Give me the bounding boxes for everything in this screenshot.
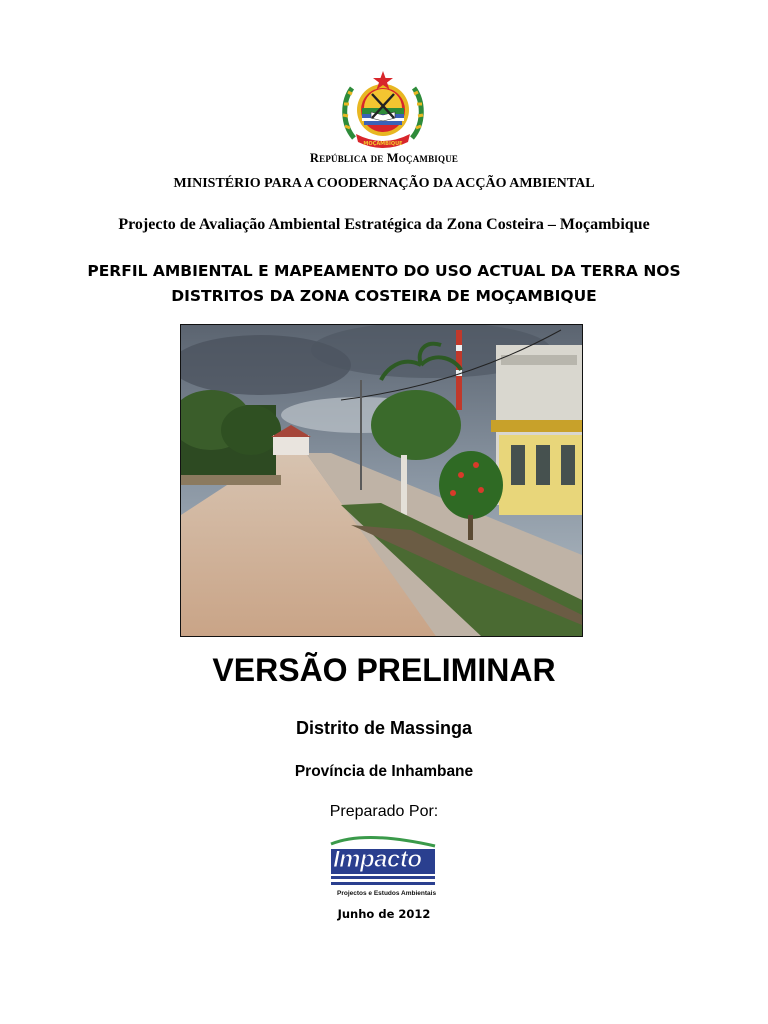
province-heading: Província de Inhambane (294, 763, 474, 780)
document-title-line-2: DISTRITOS DA ZONA COSTEIRA DE MOÇAMBIQUE (171, 287, 597, 305)
impacto-logo (325, 832, 439, 902)
project-heading: Projecto de Avaliação Ambiental Estratégica da Zona Costeira – Moçambique (118, 216, 650, 233)
impacto-logo-tagline: Projectos e Estudos Ambientais (337, 890, 437, 897)
document-title (0, 259, 768, 309)
publication-date: Junho de 2012 (337, 907, 431, 921)
prepared-by-label: Preparado Por: (329, 803, 439, 820)
ministry-heading: MINISTÉRIO PARA A COODERNAÇÃO DA ACÇÃO AMBIENTAL (173, 176, 595, 191)
document-title-line-1: PERFIL AMBIENTAL E MAPEAMENTO DO USO ACTUAL DA TERRA NOS (87, 262, 681, 280)
emblem-banner-text: MOÇAMBIQUE (363, 141, 403, 147)
impacto-logo-word: Impacto (333, 846, 422, 873)
coat-of-arms-emblem (338, 68, 428, 154)
version-heading: VERSÃO PRELIMINAR (212, 652, 556, 688)
republic-heading: República de Moçambique (309, 151, 459, 165)
street-photo-illustration (181, 325, 582, 636)
district-heading: Distrito de Massinga (295, 718, 473, 738)
cover-photo-street (180, 324, 583, 637)
